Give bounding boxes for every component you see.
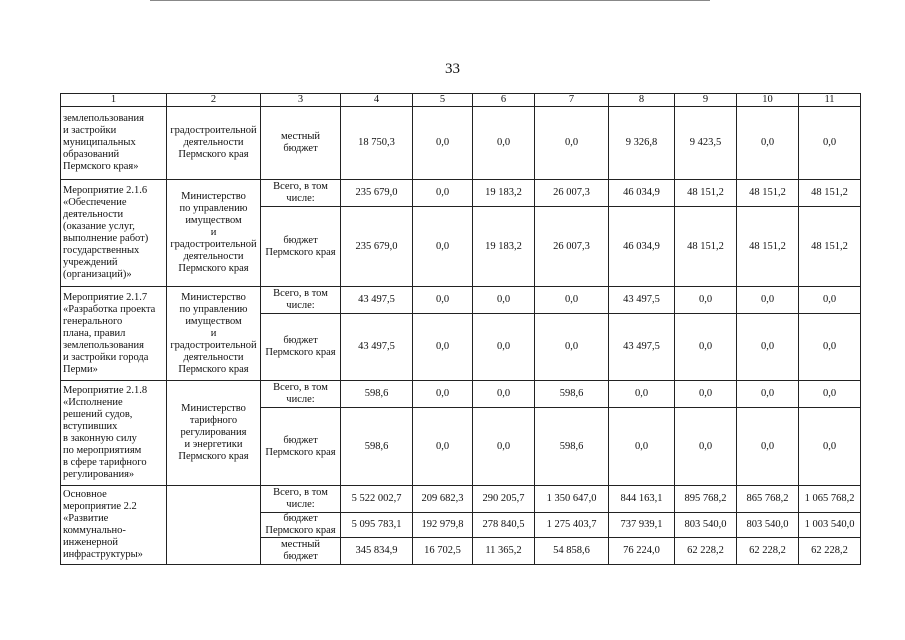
amount-cell: 62 228,2 xyxy=(737,538,799,565)
amount-cell: 0,0 xyxy=(799,107,861,180)
amount-cell: 5 095 783,1 xyxy=(341,513,413,538)
amount-cell: 345 834,9 xyxy=(341,538,413,565)
funding-source-cell: бюджет Пермского края xyxy=(261,314,341,381)
activity-name-cell: землепользования и застройки муниципальных образований Пермского края» xyxy=(61,107,167,180)
amount-cell: 0,0 xyxy=(535,287,609,314)
funding-source-cell: местный бюджет xyxy=(261,107,341,180)
amount-cell: 43 497,5 xyxy=(341,314,413,381)
funding-source-cell: бюджет Пермского края xyxy=(261,513,341,538)
amount-cell: 9 326,8 xyxy=(609,107,675,180)
responsible-agency-cell: Министерство по управлению имуществом и градостроительной деятельности Пермского края xyxy=(167,180,261,287)
budget-table xyxy=(60,93,861,565)
top-border-line xyxy=(150,0,710,1)
amount-cell: 803 540,0 xyxy=(737,513,799,538)
column-header: 10 xyxy=(737,94,799,107)
funding-source-cell: Всего, в том числе: xyxy=(261,381,341,408)
amount-cell: 11 365,2 xyxy=(473,538,535,565)
amount-cell: 278 840,5 xyxy=(473,513,535,538)
column-header: 3 xyxy=(261,94,341,107)
amount-cell: 0,0 xyxy=(609,381,675,408)
funding-source-cell: бюджет Пермского края xyxy=(261,408,341,486)
amount-cell: 26 007,3 xyxy=(535,207,609,287)
funding-source-cell: Всего, в том числе: xyxy=(261,180,341,207)
amount-cell: 0,0 xyxy=(413,107,473,180)
amount-cell: 598,6 xyxy=(341,408,413,486)
table-row xyxy=(61,180,861,207)
amount-cell: 0,0 xyxy=(799,314,861,381)
table-body xyxy=(61,94,861,565)
funding-source-cell: местный бюджет xyxy=(261,538,341,565)
amount-cell: 0,0 xyxy=(737,408,799,486)
responsible-agency-cell: Министерство по управлению имуществом и градостроительной деятельности Пермского края xyxy=(167,287,261,381)
amount-cell: 235 679,0 xyxy=(341,180,413,207)
amount-cell: 43 497,5 xyxy=(609,287,675,314)
amount-cell: 0,0 xyxy=(473,381,535,408)
amount-cell: 0,0 xyxy=(473,107,535,180)
amount-cell: 0,0 xyxy=(737,314,799,381)
amount-cell: 54 858,6 xyxy=(535,538,609,565)
amount-cell: 0,0 xyxy=(799,287,861,314)
amount-cell: 0,0 xyxy=(413,408,473,486)
amount-cell: 209 682,3 xyxy=(413,486,473,513)
amount-cell: 1 275 403,7 xyxy=(535,513,609,538)
amount-cell: 48 151,2 xyxy=(675,207,737,287)
activity-name-cell: Мероприятие 2.1.7 «Разработка проекта генерального плана, правил землепользования и застройки города Перми» xyxy=(61,287,167,381)
funding-source-cell: Всего, в том числе: xyxy=(261,486,341,513)
amount-cell: 0,0 xyxy=(473,287,535,314)
amount-cell: 1 003 540,0 xyxy=(799,513,861,538)
amount-cell: 0,0 xyxy=(737,287,799,314)
page-number: 33 xyxy=(445,61,460,77)
amount-cell: 0,0 xyxy=(413,287,473,314)
amount-cell: 48 151,2 xyxy=(737,207,799,287)
amount-cell: 19 183,2 xyxy=(473,207,535,287)
responsible-agency-cell: градостроительной деятельности Пермского края xyxy=(167,107,261,180)
amount-cell: 0,0 xyxy=(737,107,799,180)
amount-cell: 18 750,3 xyxy=(341,107,413,180)
amount-cell: 48 151,2 xyxy=(799,207,861,287)
activity-name-cell: Мероприятие 2.1.8 «Исполнение решений судов, вступивших в законную силу по мероприятиям в сфере тарифного регулирования» xyxy=(61,381,167,486)
amount-cell: 0,0 xyxy=(609,408,675,486)
amount-cell: 48 151,2 xyxy=(799,180,861,207)
amount-cell: 0,0 xyxy=(737,381,799,408)
amount-cell: 0,0 xyxy=(675,314,737,381)
amount-cell: 48 151,2 xyxy=(675,180,737,207)
amount-cell: 0,0 xyxy=(675,381,737,408)
amount-cell: 43 497,5 xyxy=(341,287,413,314)
table-row xyxy=(61,287,861,314)
amount-cell: 48 151,2 xyxy=(737,180,799,207)
column-header: 8 xyxy=(609,94,675,107)
table-row xyxy=(61,381,861,408)
amount-cell: 192 979,8 xyxy=(413,513,473,538)
column-header: 4 xyxy=(341,94,413,107)
amount-cell: 76 224,0 xyxy=(609,538,675,565)
column-header: 9 xyxy=(675,94,737,107)
amount-cell: 9 423,5 xyxy=(675,107,737,180)
amount-cell: 598,6 xyxy=(535,381,609,408)
amount-cell: 0,0 xyxy=(799,381,861,408)
column-header: 2 xyxy=(167,94,261,107)
amount-cell: 598,6 xyxy=(535,408,609,486)
amount-cell: 0,0 xyxy=(473,408,535,486)
amount-cell: 895 768,2 xyxy=(675,486,737,513)
amount-cell: 0,0 xyxy=(675,287,737,314)
table-row xyxy=(61,107,861,180)
column-header: 1 xyxy=(61,94,167,107)
amount-cell: 0,0 xyxy=(799,408,861,486)
activity-name-cell: Основное мероприятие 2.2 «Развитие коммунально- инженерной инфраструктуры» xyxy=(61,486,167,565)
amount-cell: 0,0 xyxy=(535,314,609,381)
amount-cell: 43 497,5 xyxy=(609,314,675,381)
amount-cell: 19 183,2 xyxy=(473,180,535,207)
amount-cell: 803 540,0 xyxy=(675,513,737,538)
amount-cell: 46 034,9 xyxy=(609,207,675,287)
responsible-agency-cell xyxy=(167,486,261,565)
column-header: 7 xyxy=(535,94,609,107)
amount-cell: 62 228,2 xyxy=(799,538,861,565)
amount-cell: 5 522 002,7 xyxy=(341,486,413,513)
amount-cell: 46 034,9 xyxy=(609,180,675,207)
amount-cell: 16 702,5 xyxy=(413,538,473,565)
amount-cell: 865 768,2 xyxy=(737,486,799,513)
amount-cell: 235 679,0 xyxy=(341,207,413,287)
amount-cell: 0,0 xyxy=(413,381,473,408)
amount-cell: 0,0 xyxy=(413,207,473,287)
column-header: 6 xyxy=(473,94,535,107)
amount-cell: 0,0 xyxy=(413,180,473,207)
column-header: 5 xyxy=(413,94,473,107)
amount-cell: 598,6 xyxy=(341,381,413,408)
header-row xyxy=(61,94,861,107)
column-header: 11 xyxy=(799,94,861,107)
amount-cell: 1 350 647,0 xyxy=(535,486,609,513)
amount-cell: 0,0 xyxy=(535,107,609,180)
funding-source-cell: Всего, в том числе: xyxy=(261,287,341,314)
funding-source-cell: бюджет Пермского края xyxy=(261,207,341,287)
amount-cell: 290 205,7 xyxy=(473,486,535,513)
amount-cell: 0,0 xyxy=(413,314,473,381)
amount-cell: 0,0 xyxy=(473,314,535,381)
amount-cell: 1 065 768,2 xyxy=(799,486,861,513)
table-row xyxy=(61,486,861,513)
amount-cell: 844 163,1 xyxy=(609,486,675,513)
amount-cell: 62 228,2 xyxy=(675,538,737,565)
amount-cell: 26 007,3 xyxy=(535,180,609,207)
activity-name-cell: Мероприятие 2.1.6 «Обеспечение деятельности (оказание услуг, выполнение работ) государственных учреждений (организаций)» xyxy=(61,180,167,287)
amount-cell: 737 939,1 xyxy=(609,513,675,538)
responsible-agency-cell: Министерство тарифного регулирования и энергетики Пермского края xyxy=(167,381,261,486)
amount-cell: 0,0 xyxy=(675,408,737,486)
